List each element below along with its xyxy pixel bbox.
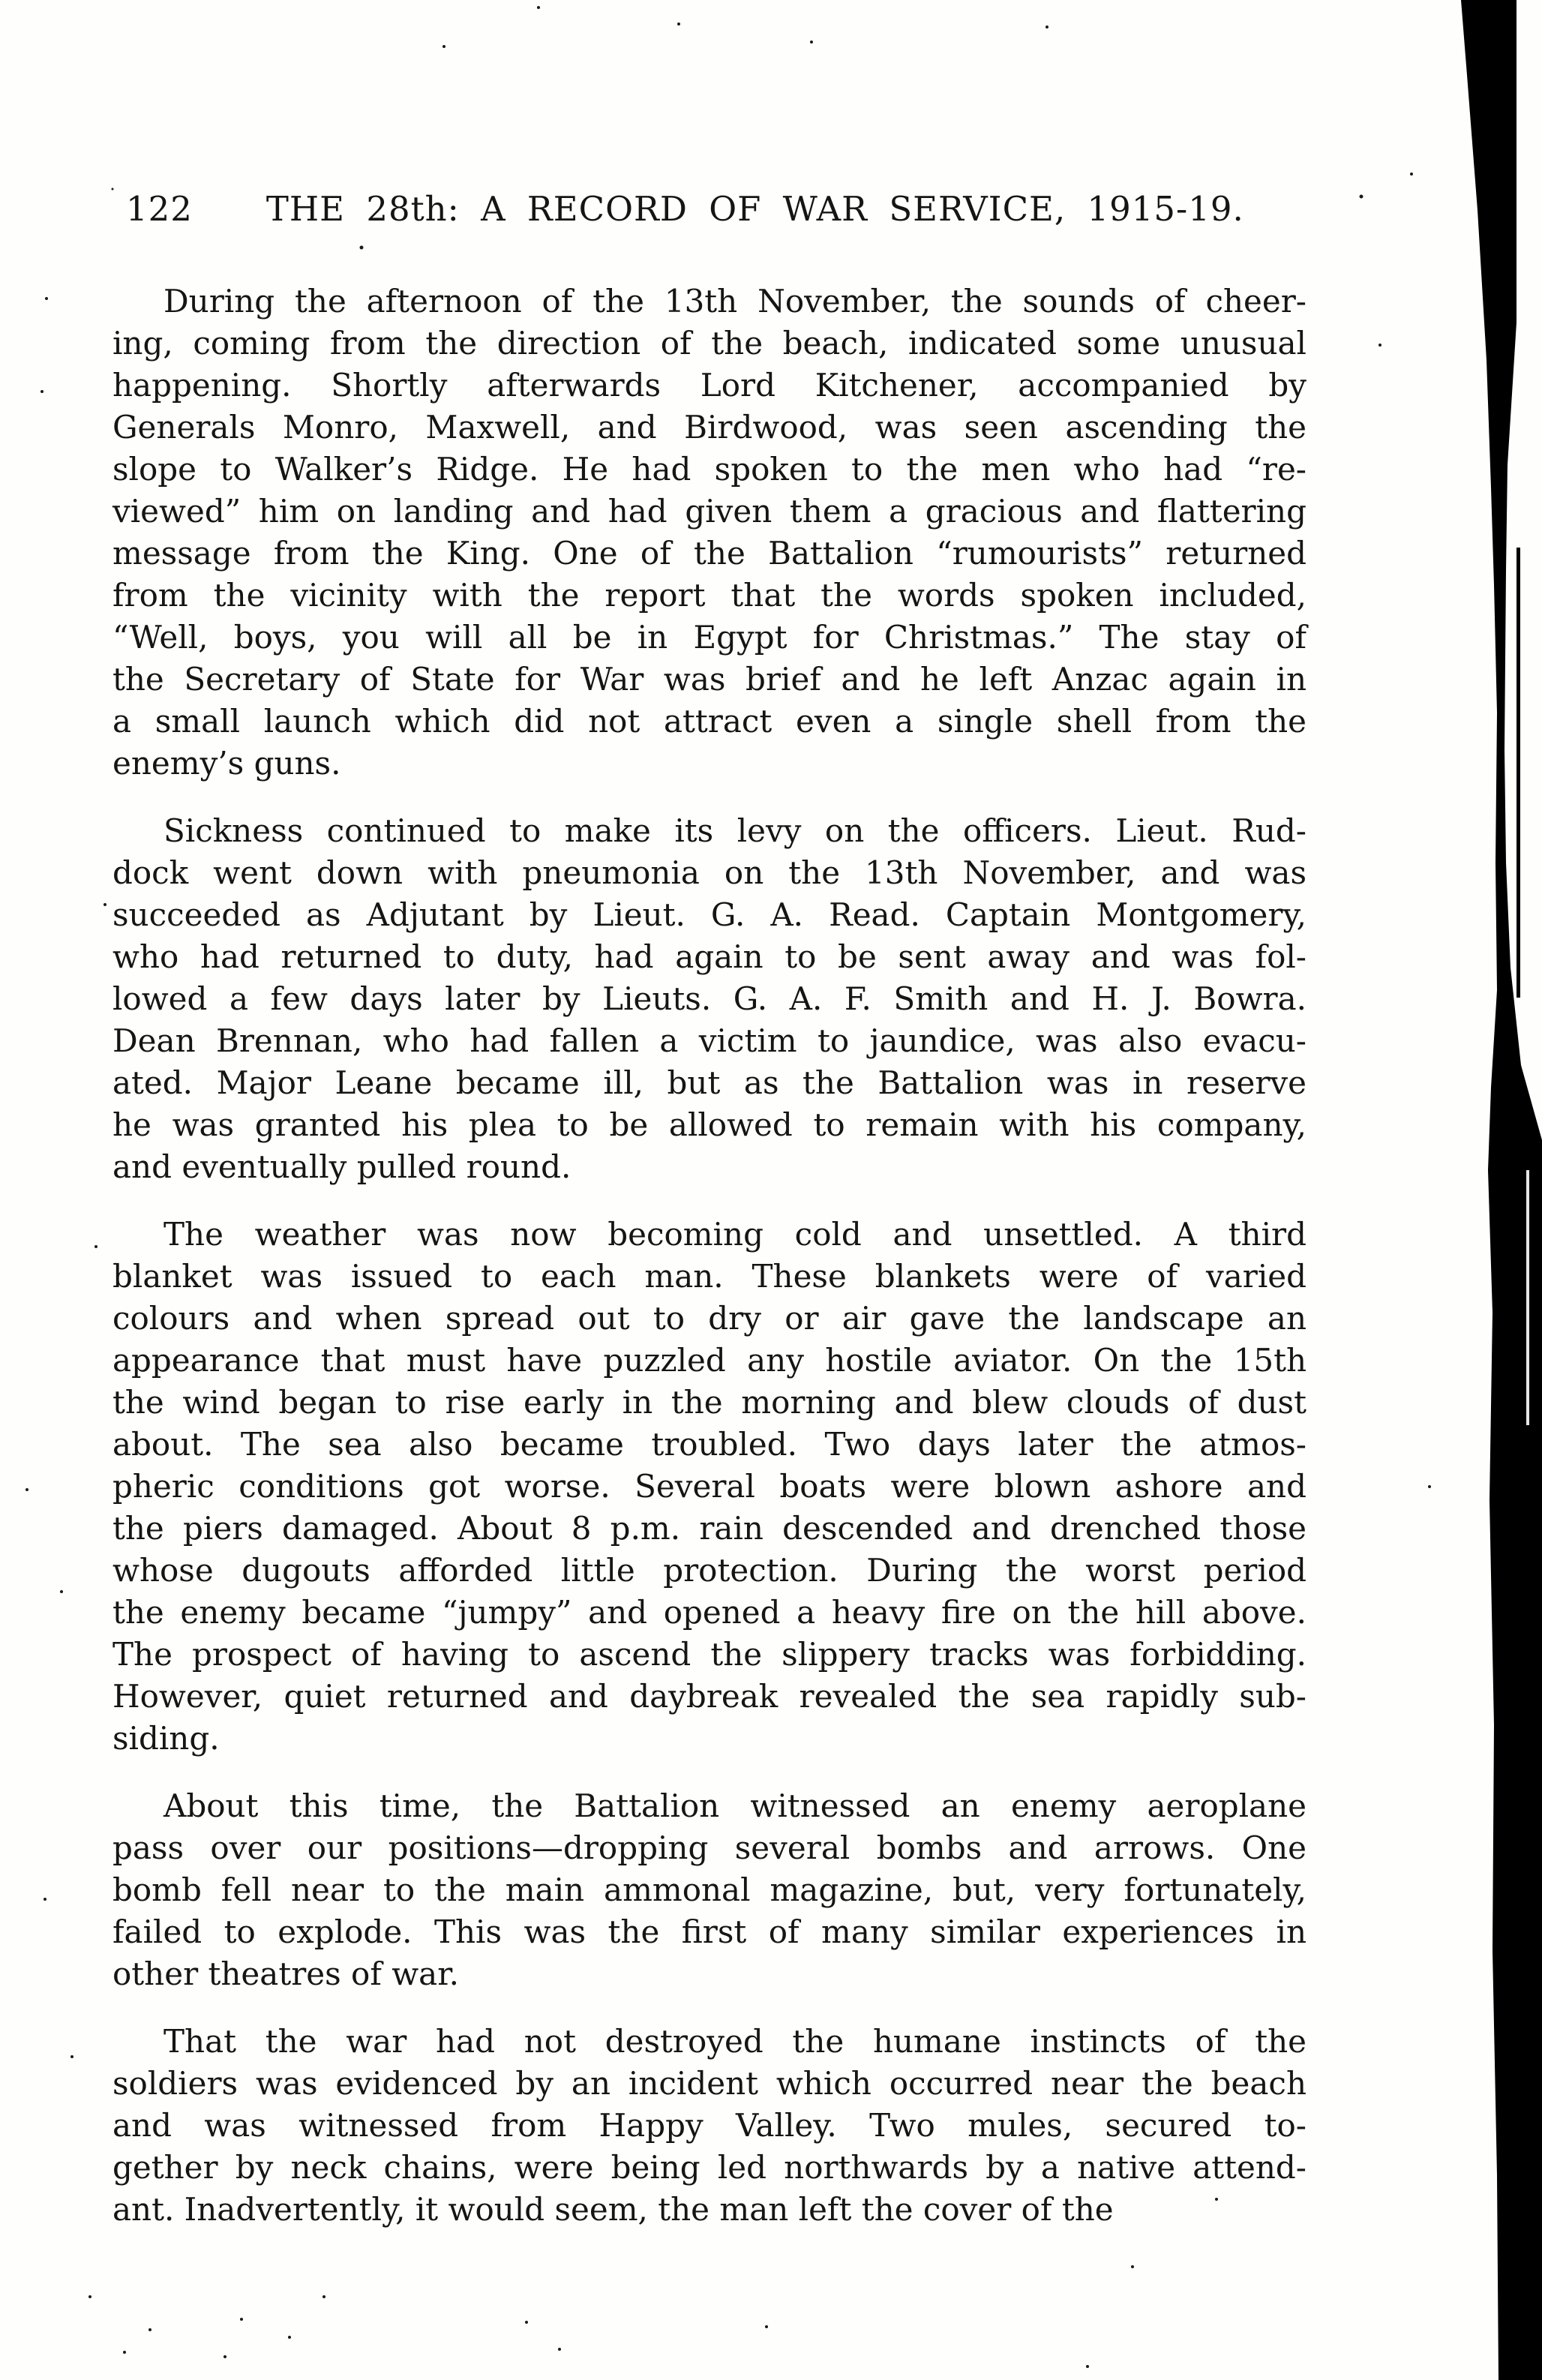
text-line: about. The sea also became troubled. Two days later the atmos- [112, 1426, 1306, 1463]
text-line: who had returned to duty, had again to be sent away and was fol- [112, 938, 1306, 975]
text-line: appearance that must have puzzled any hostile aviator. On the 15th [112, 1342, 1306, 1379]
paragraph [112, 1785, 1306, 1995]
text-line: other theatres of war. [112, 1955, 460, 1992]
text-line: dock went down with pneumonia on the 13th November, and was [112, 854, 1306, 891]
running-title: THE 28th: A RECORD OF WAR SERVICE, 1915-19. [266, 189, 1244, 229]
text-line: Dean Brennan, who had fallen a victim to jaundice, was also evacu- [112, 1022, 1306, 1059]
text-line: the enemy became “jumpy” and opened a heavy fire on the hill above. [112, 1594, 1306, 1631]
text-line: blanket was issued to each man. These blankets were of varied [112, 1258, 1306, 1295]
text-line: colours and when spread out to dry or air gave the landscape an [112, 1300, 1306, 1337]
text-line: the Secretary of State for War was brief and he left Anzac again in [112, 661, 1306, 698]
text-line: enemy’s guns. [112, 745, 341, 782]
text-line: and was witnessed from Happy Valley. Two mules, secured to- [112, 2107, 1306, 2144]
paragraph [112, 281, 1306, 785]
text-line: The prospect of having to ascend the slippery tracks was forbidding. [112, 1636, 1306, 1673]
text-line: “Well, boys, you will all be in Egypt for Christmas.” The stay of [112, 619, 1306, 656]
text-line: pheric conditions got worse. Several boats were blown ashore and [112, 1468, 1306, 1505]
text-line: pass over our positions—dropping several bombs and arrows. One [112, 1829, 1306, 1866]
text-line: siding. [112, 1720, 220, 1757]
text-line: During the afternoon of the 13th November, the sounds of cheer- [164, 283, 1306, 320]
text-line: and eventually pulled round. [112, 1148, 572, 1185]
text-line: the piers damaged. About 8 p.m. rain descended and drenched those [112, 1510, 1306, 1547]
text-line: The weather was now becoming cold and unsettled. A third [164, 1216, 1306, 1253]
page-body [112, 281, 1306, 2256]
text-line: gether by neck chains, were being led northwards by a native attend- [112, 2149, 1306, 2186]
text-line: whose dugouts afforded little protection. During the worst period [112, 1552, 1306, 1589]
text-line: Sickness continued to make its levy on the officers. Lieut. Rud- [164, 812, 1306, 849]
text-line: That the war had not destroyed the humane instincts of the [164, 2023, 1306, 2060]
paragraph [112, 2021, 1306, 2231]
text-line: About this time, the Battalion witnessed an enemy aeroplane [164, 1787, 1306, 1824]
page-header [126, 189, 1244, 229]
text-line: failed to explode. This was the first of many similar experiences in [112, 1913, 1306, 1950]
text-line: a small launch which did not attract even a single shell from the [112, 703, 1306, 740]
text-line: he was granted his plea to be allowed to remain with his company, [112, 1106, 1306, 1143]
text-line: happening. Shortly afterwards Lord Kitchener, accompanied by [112, 367, 1306, 404]
text-line: However, quiet returned and daybreak revealed the sea rapidly sub- [112, 1678, 1306, 1715]
text-line: ated. Major Leane became ill, but as the Battalion was in reserve [112, 1064, 1306, 1101]
text-line: Generals Monro, Maxwell, and Birdwood, was seen ascending the [112, 409, 1306, 446]
text-line: viewed” him on landing and had given them a gracious and flattering [112, 493, 1306, 530]
text-line: slope to Walker’s Ridge. He had spoken to the men who had “re- [112, 451, 1306, 488]
text-line: ant. Inadvertently, it would seem, the man left the cover of the [112, 2191, 1114, 2228]
text-line: the wind began to rise early in the morning and blew clouds of dust [112, 1384, 1306, 1421]
text-line: lowed a few days later by Lieuts. G. A. F. Smith and H. J. Bowra. [112, 980, 1306, 1017]
text-line: bomb fell near to the main ammonal magazine, but, very fortunately, [112, 1871, 1306, 1908]
text-line: soldiers was evidenced by an incident which occurred near the beach [112, 2065, 1306, 2102]
text-line: ing, coming from the direction of the beach, indicated some unusual [112, 325, 1306, 362]
page-number: 122 [126, 189, 193, 229]
paragraph [112, 1214, 1306, 1760]
text-line: message from the King. One of the Battalion “rumourists” returned [112, 535, 1306, 572]
paragraph [112, 810, 1306, 1188]
text-line: from the vicinity with the report that the words spoken included, [112, 577, 1306, 614]
text-line: succeeded as Adjutant by Lieut. G. A. Read. Captain Montgomery, [112, 896, 1306, 933]
